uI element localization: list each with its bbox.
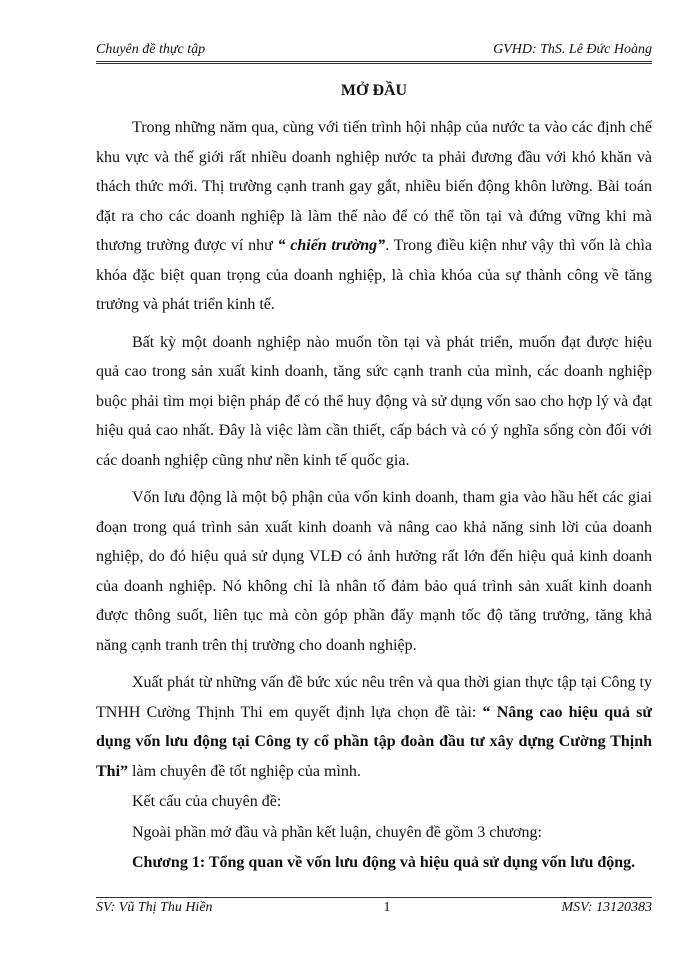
- chapter-1-heading: [96, 848, 652, 878]
- page-number: 1: [383, 900, 391, 915]
- paragraph-intro: [96, 113, 652, 320]
- paragraph-structure-label: Kết cấu của chuyên đề:: [132, 793, 282, 810]
- header-rule: [96, 61, 652, 64]
- page-footer: [96, 900, 652, 918]
- paragraph-capital: Bất kỳ một doanh nghiệp nào muốn tồn tại và phát triển, muốn đạt được hiệu quả cao trong sản xuất kinh doanh, tăng sức cạnh tranh của mình, các doanh nghiệp buộc phải tìm mọi biện pháp để có thể huy động và sử dụng vốn sao cho hợp lý và đạt hiệu quả cao nhất. Đây là việc làm cần thiết, cấp bách và có ý nghĩa sống còn đối với các doanh nghiệp cũng như nền kinh tế quốc gia.: [96, 333, 652, 469]
- header-right: GVHD: ThS. Lê Đức Hoàng: [493, 42, 652, 57]
- paragraph-structure-desc: Ngoài phần mở đầu và phần kết luận, chuyên đề gồm 3 chương:: [132, 823, 542, 841]
- footer-student-id: MSV: 13120383: [561, 900, 652, 915]
- paragraph-topic-text-c: làm chuyên đề tốt nghiệp của mình.: [128, 762, 361, 780]
- paragraph-intro-text-a: Trong những năm qua, cùng với tiến trình hội nhập của nước ta vào các định chế khu vực và thế giới rất nhiều doanh nghiệp nước ta phải đương đầu với khó khăn và thách thức mới. Thị trường cạnh tranh gay gắt, nhiều biến động khôn lường. Bài toán đặt ra cho các doanh nghiệp là làm thế nào để có thể tồn tại và đứng vững khi mà thương trường được ví như: [96, 119, 652, 254]
- header-left: Chuyên đề thực tập: [96, 42, 206, 57]
- paragraph-working-capital: Vốn lưu động là một bộ phận của vốn kinh doanh, tham gia vào hầu hết các giai đoạn trong quá trình sản xuất kinh doanh và nâng cao khả năng sinh lời của doanh nghiệp, do đó hiệu quả sử dụng VLĐ có ảnh hưởng rất lớn đến hiệu quả kinh doanh của doanh nghiệp. Nó không chỉ là nhân tố đảm bảo quá trình sản xuất kinh doanh được thông suốt, liên tục mà còn góp phần đẩy mạnh tốc độ tăng trưởng, tăng khả năng cạnh tranh trên thị trường cho doanh nghiệp.: [96, 489, 652, 654]
- document-body: [96, 113, 652, 879]
- chapter-1-title: Chương 1: Tổng quan về vốn lưu động và hiệu quả sử dụng vốn lưu động.: [132, 854, 636, 871]
- page-title: MỞ ĐẦU: [340, 82, 408, 99]
- paragraph-intro-text-c: . Trong điều kiện như vậy thì vốn là chìa khóa đặc biệt quan trọng của doanh nghiệp, là chìa khóa của sự thành công về tăng trưởng và phát triển kinh tế.: [96, 237, 653, 313]
- page-header: [96, 38, 652, 58]
- paragraph-topic-text-a: Xuất phát từ những vấn đề bức xúc nêu trên và qua thời gian thực tập tại Công ty TNHH Cường Thịnh Thi em quyết định lựa chọn đề tài:: [96, 674, 652, 721]
- emphasis-chien-truong: “ chiến trường”: [277, 237, 386, 254]
- footer-student: SV: Vũ Thị Thu Hiền: [96, 900, 213, 915]
- paragraph-topic: [96, 668, 652, 786]
- footer-rule: [96, 897, 652, 898]
- topic-title: “ Nâng cao hiệu quả sử dụng vốn lưu động tại Công ty cổ phần tập đoàn đầu tư xây dựng Cường Thịnh Thi”: [96, 703, 652, 780]
